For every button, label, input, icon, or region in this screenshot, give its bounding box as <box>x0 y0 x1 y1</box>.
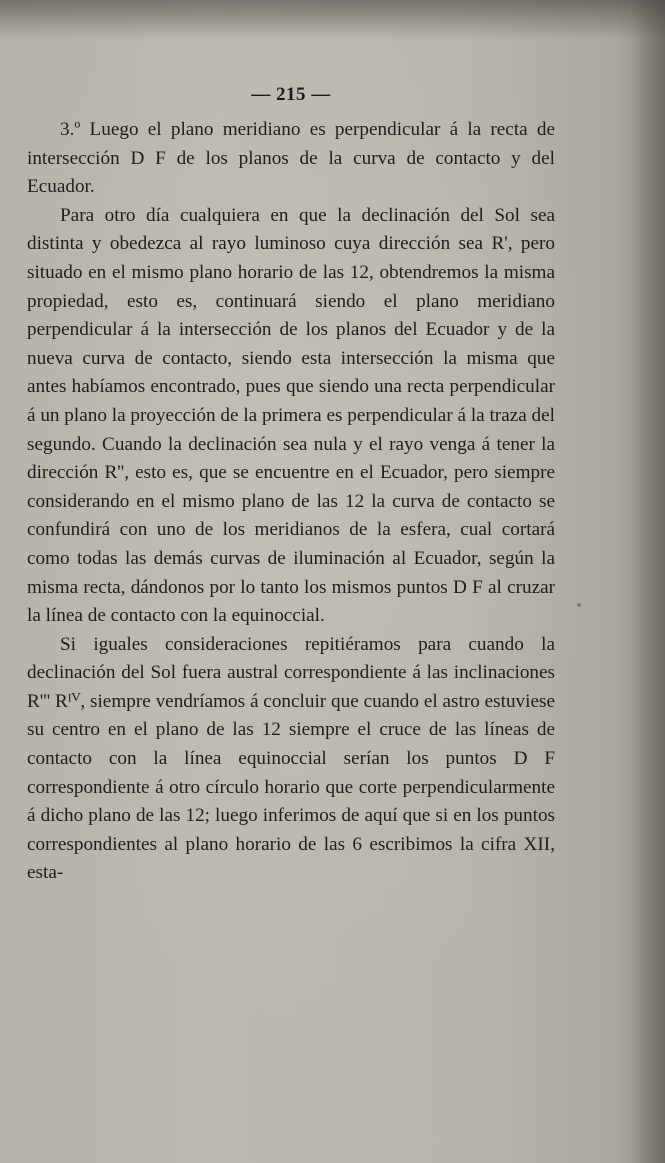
page-number: — 215 — <box>251 84 331 105</box>
page-edge-shadow <box>631 0 665 1163</box>
paragraph-1: 3.º Luego el plano meridiano es perpendicular á la recta de intersección D F de los planos de la curva de contacto y del Ecuador. <box>27 119 555 198</box>
paper-speck <box>577 603 581 607</box>
paragraph-2: Para otro día cualquiera en que la declinación del Sol sea distinta y obedezca al rayo luminoso cuya dirección sea R', pero situado en el mismo plano horario de las 12, obtendremos la misma propiedad, esto es, continuará siendo el plano meridiano perpendicular á la intersección de los planos del Ecuador y de la nueva curva de contacto, siendo esta intersección la misma que antes habíamos encontrado, pues que siendo una recta perpendicular á un plano la proyección de la primera es perpendicular á la traza del segundo. Cuando la declinación sea nula y el rayo venga á tener la dirección R'', esto es, que se encuentre en el Ecuador, pero siempre considerando en el mismo plano de las 12 la curva de contacto se confundirá con uno de los meridianos de la esfera, cual cortará como todas las demás curvas de iluminación al Ecuador, según la misma recta, dándonos por lo tanto los mismos puntos D F al cruzar la línea de contacto con la equinoccial. <box>27 204 555 627</box>
body-text <box>27 116 555 888</box>
page-top-shadow <box>0 0 665 40</box>
paragraph-3: Si iguales consideraciones repitiéramos para cuando la declinación del Sol fuera austral correspondiente á las inclinaciones R''' Rᴵⱽ, siempre vendríamos á concluir que cuando el astro estuviese su centro en el plano de las 12 siempre el cruce de las líneas de contacto con la línea equinoccial serían los puntos D F correspondiente á otro círculo horario que corte perpendicularmente á dicho plano de las 12; luego inferimos de aquí que si en los puntos correspondientes al plano horario de las 6 escribimos la cifra XII, esta- <box>27 633 555 884</box>
